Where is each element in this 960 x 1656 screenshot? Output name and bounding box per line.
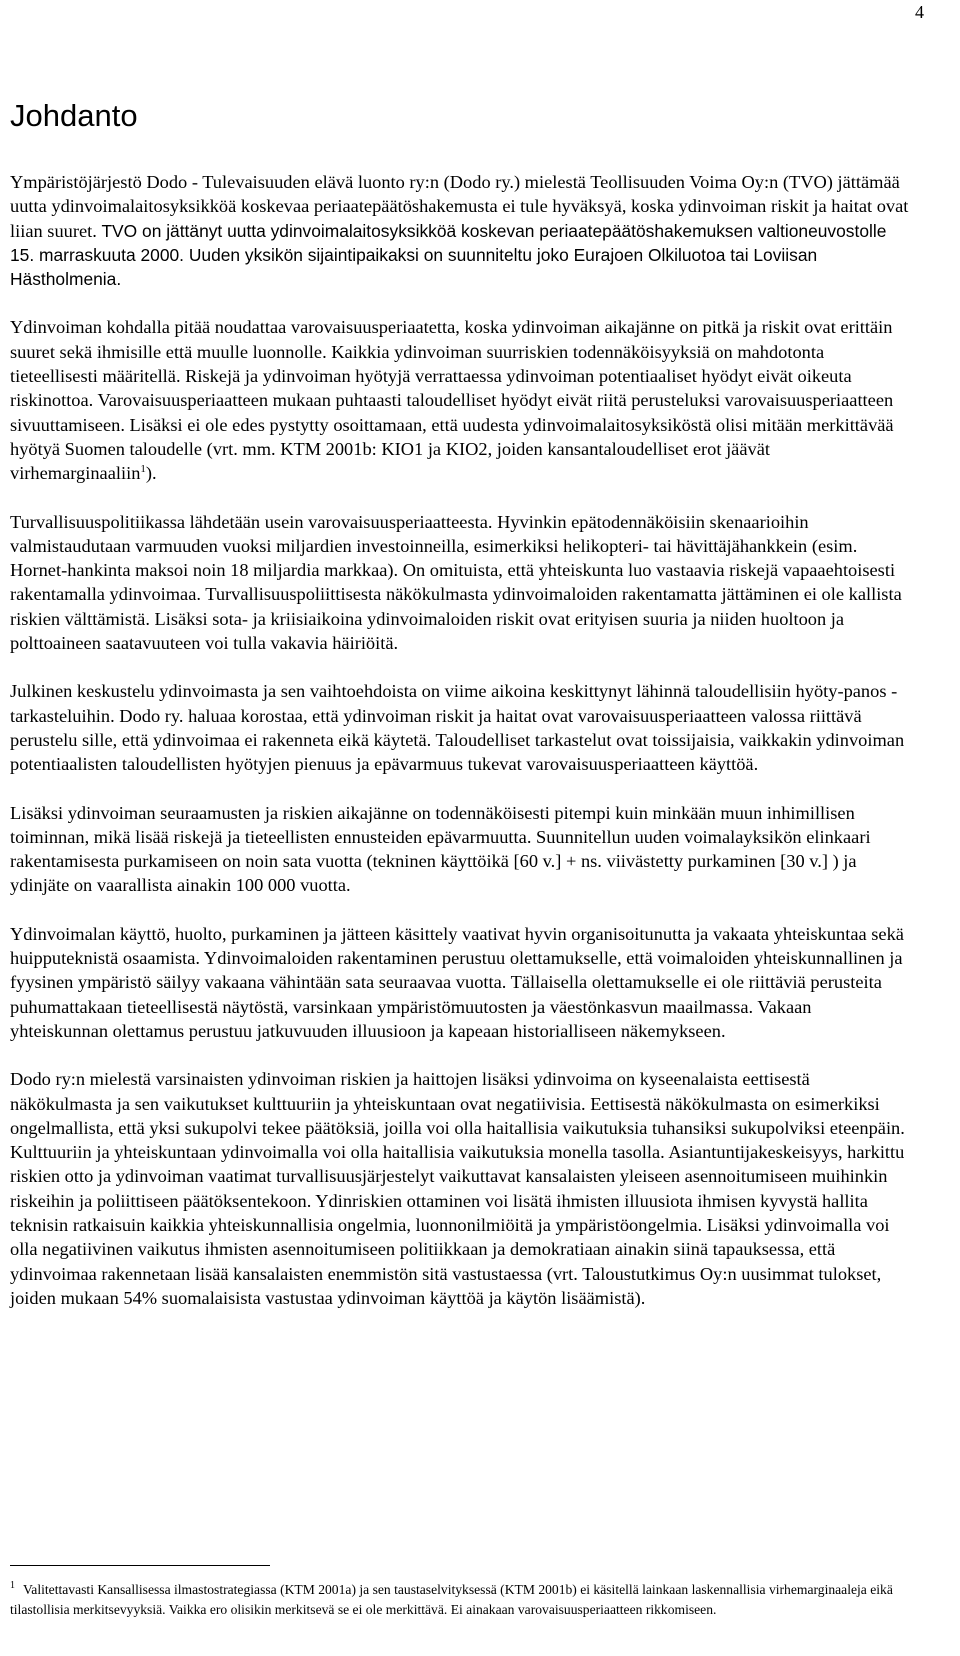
page-heading: Johdanto [10, 98, 138, 133]
paragraph-6: Ydinvoimalan käyttö, huolto, purkaminen ja jätteen käsittely vaativat hyvin organisoitunutta ja vakaata yhteiskuntaa sekä huipputeknistä osaamista. Ydinvoimaloiden rakentaminen perustuu olettamukselle, että voimaloiden yhteiskunnallinen ja fyysinen ympäristö säilyy vakaana vähintään sata seuraavaa vuotta. Tällaisella olettamukselle ei ole riittäviä perusteita puhumattakaan tieteellisestä näytöstä, varsinkaan ympäristömuutosten ja väestönkasvun maailmassa. Vakaan yhteiskunnan olettamus perustuu jatkuvuuden illuusioon ja kapeaan historialliseen näkemykseen. [10, 923, 904, 1041]
paragraph-5: Lisäksi ydinvoiman seuraamusten ja riskien aikajänne on todennäköisesti pitempi kuin minkään muun inhimillisen toiminnan, mikä lisää riskejä ja tieteellisten ennusteiden epävarmuutta. Suunnitellun uuden voimalayksikön elinkaari rakentamisesta purkamiseen on noin sata vuotta (tekninen käyttöikä [60 v.] + ns. viivästetty purkaminen [30 v.] ) ja ydinjäte on vaarallista ainakin 100 000 vuotta. [10, 802, 871, 896]
paragraph-3: Turvallisuuspolitiikassa lähdetään usein varovaisuusperiaatteesta. Hyvinkin epätodennäköisiin skenaarioihin valmistaudutaan varmuuden vuoksi miljardien investoinneilla, esimerkiksi helikopteri- tai hävittäjähankkein (esim. Hornet-hankinta maksoi noin 18 miljardia markkaa). On omituista, että yhteiskunta luo vastaavia riskejä vapaaehtoisesti rakentamalla ydinvoimaa. Turvallisuuspoliittisesta näkökulmasta ydinvoimaloiden rakentamatta jättäminen ei ole kallista riskien välttämistä. Lisäksi sota- ja kriisiaikoina ydinvoimaloiden riskit ovat erityisen suuria ja niiden huoltoon ja polttoaineen saatavuuteen voi tulla vakavia häiriöitä. [10, 511, 902, 654]
paragraph-2 [10, 315, 910, 485]
paragraph-1-part-a: Ympäristöjärjestö Dodo - Tulevaisuuden elävä luonto ry:n (Dodo ry.) mielestä Teollisuuden Voima Oy:n (TVO) jättämää uutta ydinvoimalaitosyksikköä koskevaa periaatepäätöshakemusta ei tule hyväksyä, koska ydinvoiman riskit ja haitat ovat liian suuret. [10, 172, 909, 241]
page-number: 4 [915, 2, 924, 22]
body-text [10, 170, 910, 1334]
paragraph-7: Dodo ry:n mielestä varsinaisten ydinvoiman riskien ja haittojen lisäksi ydinvoima on kyseenalaista eettisestä näkökulmasta ja sen vaikutukset kulttuuriin ja yhteiskuntaan ovat negatiivisia. Eettisestä näkökulmasta on esimerkiksi ongelmallista, että yksi sukupolvi tekee päätöksiä, joilla voi olla haitallisia vaikutuksia tuhansiksi sukupolviksi eteenpäin. Kulttuuriin ja yhteiskuntaan ydinvoimalla voi olla haitallisia vaikutuksia monella tasolla. Asiantuntijakeskeisyys, harkittu riskien otto ja ydinvoiman vaatimat turvallisuusjärjestelyt vaikuttavat kansalaisten yleiseen asennoitumiseen muihinkin riskeihin ja poliittiseen päätöksentekoon. Ydinriskien ottaminen voi lisätä ihmisten illuusiota ihmisen kyvystä hallita teknisin ratkaisuin kaikkia yhteiskunnallisia ongelmia, luonnonilmiöitä ja ympäristöongelmia. Lisäksi ydinvoimalla voi olla negatiivinen vaikutus ihmisten asennoitumiseen politiikkaan ja demokratiaan ainakin siinä tapauksessa, että ydinvoimaa rakennetaan lisää kansalaisten enemmistön sitä vastustaessa (vrt. Taloustutkimus Oy:n uusimmat tulokset, joiden mukaan 54% suomalaisista vastustaa ydinvoiman käyttöä ja käytön lisäämistä). [10, 1069, 905, 1308]
paragraph-4: Julkinen keskustelu ydinvoimasta ja sen vaihtoehdoista on viime aikoina keskittynyt lähinnä taloudellisiin hyöty-panos -tarkasteluihin. Dodo ry. haluaa korostaa, että ydinvoiman riskit ja haitat ovat varovaisuusperiaatteen valossa riittävä perustelu sille, että ydinvoimaa ei rakenneta eikä käytetä. Taloudelliset tarkastelut ovat toissijaisia, vaikkakin ydinvoiman potentiaalisten taloudellisten hyötyjen pienuus ja epävarmuus tukevat varovaisuusperiaatteen käyttöä. [10, 681, 905, 775]
paragraph-2-text: Ydinvoiman kohdalla pitää noudattaa varovaisuusperiaatetta, koska ydinvoiman aikajänne on pitkä ja riskit ovat erittäin suuret sekä ihmisille että muulle luonnolle. Kaikkia ydinvoiman suurriskien todennäköisyyksiä on mahdotonta tieteellisesti määritellä. Riskejä ja ydinvoiman hyötyjä verrattaessa ydinvoiman potentiaaliset hyödyt eivät oikeuta riskinottoa. Varovaisuusperiaatteen mukaan puhtaasti taloudelliset hyödyt eivät riitä perusteluksi varovaisuusperiaatteen sivuuttamiseen. Lisäksi ei ole edes pystytty osoittamaan, että uudesta ydinvoimalaitosyksiköstä olisi mitään merkittävää hyötyä Suomen taloudelle (vrt. mm. KTM 2001b: KIO1 ja KIO2, joiden kansantaloudelliset erot jäävät virhemarginaaliin [10, 317, 894, 484]
footnote [10, 1580, 910, 1620]
footnote-reference: 1 [140, 463, 146, 476]
paragraph-1 [10, 170, 910, 291]
footnote-divider [10, 1565, 270, 1566]
footnote-text: Valitettavasti Kansallisessa ilmastostrategiassa (KTM 2001a) ja sen taustaselvityksessä (KTM 2001b) ei käsitellä lainkaan laskennallisia virhemarginaaleja eikä tilastollisia merkitsevyyksiä. Vaikka ero olisikin merkitsevä se ei ole merkittävä. Ei ainakaan varovaisuusperiaatteen rikkomiseen. [10, 1582, 893, 1617]
footnote-marker: 1 [10, 1580, 15, 1592]
paragraph-1-part-b: TVO on jättänyt uutta ydinvoimalaitosyksikköä koskevan periaatepäätöshakemuksen valtioneuvostolle 15. marraskuuta 2000. Uuden yksikön sijaintipaikaksi on suunniteltu joko Eurajoen Olkiluotoa tai Loviisan Hästholmenia. [10, 220, 887, 290]
paragraph-2-end: ). [145, 463, 157, 484]
